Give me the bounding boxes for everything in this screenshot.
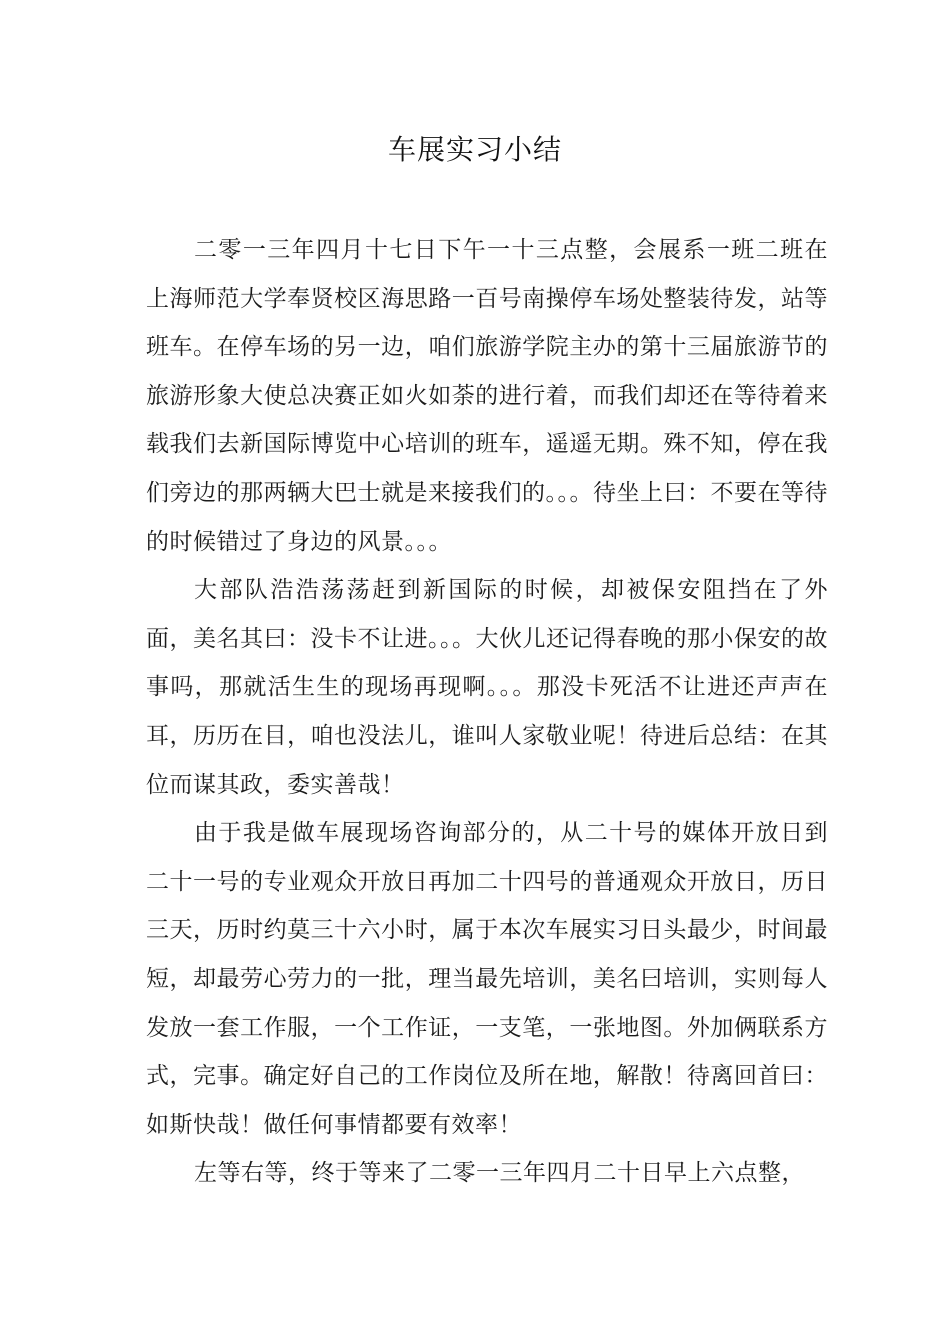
document-title: 车展实习小结 [387,133,562,166]
document-body [146,226,828,1198]
paragraph-2: 大部队浩浩荡荡赶到新国际的时候，却被保安阻挡在了外面，美名其曰：没卡不让进。。。大伙儿还记得春晚的那小保安的故事吗，那就活生生的现场再现啊。。。那没卡死活不让进还声声在耳，历历在目，咱也没法儿，谁叫人家敬业呢！待进后总结：在其位而谋其政，委实善哉！ [146,577,828,798]
paragraph-1: 二零一三年四月十七日下午一十三点整，会展系一班二班在上海师范大学奉贤校区海思路一百号南操停车场处整装待发，站等班车。在停车场的另一边，咱们旅游学院主办的第十三届旅游节的旅游形象大使总决赛正如火如荼的进行着，而我们却还在等待着来载我们去新国际博览中心培训的班车，遥遥无期。殊不知，停在我们旁边的那两辆大巴士就是来接我们的。。。待坐上曰：不要在等待的时候错过了身边的风景。。。 [146,237,828,555]
paragraph-3: 由于我是做车展现场咨询部分的，从二十号的媒体开放日到二十一号的专业观众开放日再加二十四号的普通观众开放日，历日三天，历时约莫三十六小时，属于本次车展实习日头最少，时间最短，却最劳心劳力的一批，理当最先培训，美名曰培训，实则每人发放一套工作服，一个工作证，一支笔，一张地图。外加俩联系方式，完事。确定好自己的工作岗位及所在地，解散！待离回首曰：如斯快哉！做任何事情都要有效率！ [146,820,828,1138]
paragraph-4: 左等右等，终于等来了二零一三年四月二十日早上六点整， [194,1160,805,1187]
